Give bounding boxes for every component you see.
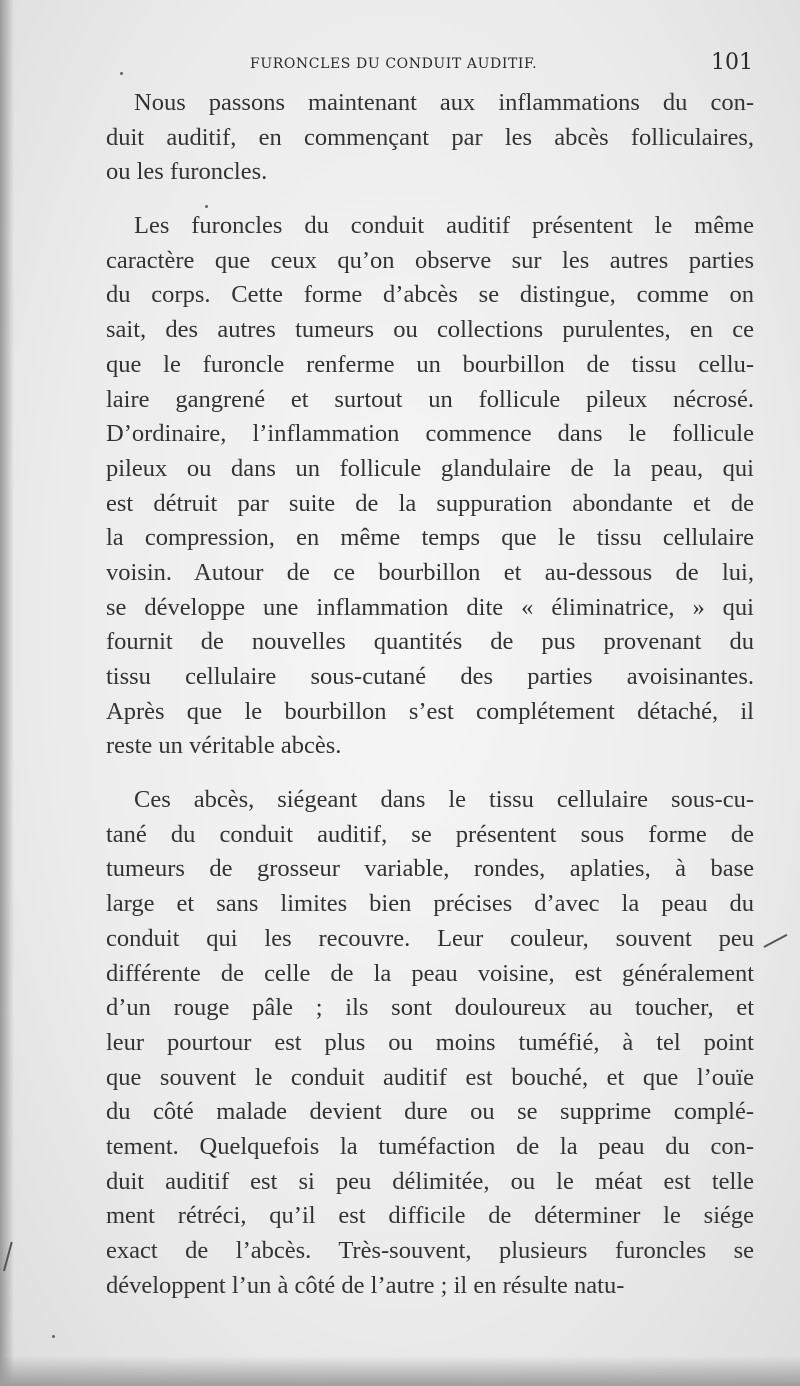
text-line: tissu cellulaire sous-cutané des parties avoisinantes. [106,663,754,690]
text-line: Ces abcès, siégeant dans le tissu cellulaire sous-cu- [134,786,754,814]
text-line: la compression, en même temps que le tissu cellulaire [106,524,754,552]
text-line: duit auditif est si peu délimitée, ou le méat est telle [106,1167,754,1195]
text-line: ou les furoncles. [106,158,268,186]
text-line: large et sans limites bien précises d’avec la peau du [106,890,754,918]
page-bottom-shadow [0,1356,800,1386]
text-line: ment rétréci, qu’il est difficile de déterminer le siége [106,1202,754,1230]
text-line: voisin. Autour de ce bourbillon et au-dessous de lui, [106,558,754,586]
paragraph [106,783,754,1303]
text-line: laire gangrené et surtout un follicule pileux nécrosé. [106,385,754,413]
text-line: leur pourtour est plus ou moins tuméfié, à tel point [106,1028,754,1056]
text-line: que souvent le conduit auditif est bouché, et que l’ouïe [106,1063,754,1091]
text-line: fournit de nouvelles quantités de pus provenant du [106,628,754,656]
text-line: Après que le bourbillon s’est complétement détaché, il [106,697,754,725]
paragraph [106,86,754,190]
ink-speck [120,72,123,75]
text-line: tané du conduit auditif, se présentent sous forme de [106,820,754,848]
text-line: se développe une inflammation dite « éliminatrice, » qui [106,593,754,621]
ink-speck [52,1335,55,1338]
page-number: 101 [711,50,753,75]
text-line: tumeurs de grosseur variable, rondes, aplaties, à base [106,855,754,883]
text-line: est détruit par suite de la suppuration abondante et de [106,489,754,517]
text-line: Les furoncles du conduit auditif présentent le même [134,212,754,240]
text-line: différente de celle de la peau voisine, est généralement [106,959,754,987]
text-line: caractère que ceux qu’on observe sur les autres parties [106,246,754,274]
text-line: d’un rouge pâle ; ils sont douloureux au toucher, et [106,994,754,1022]
running-head [105,50,753,80]
paragraph [106,209,754,764]
text-line: D’ordinaire, l’inflammation commence dans le follicule [106,420,754,448]
text-line: reste un véritable abcès. [106,732,342,760]
text-line: pileux ou dans un follicule glandulaire de la peau, qui [106,454,754,482]
ink-speck [205,205,208,208]
page-edge-shadow [0,0,14,1386]
ink-mark [764,934,788,948]
text-line: duit auditif, en commençant par les abcès folliculaires, [106,123,754,151]
text-line: conduit qui les recouvre. Leur couleur, souvent peu [106,924,754,952]
text-line: que le furoncle renferme un bourbillon de tissu cellu- [106,350,754,378]
text-line: du corps. Cette forme d’abcès se distingue, comme on [106,281,754,309]
body-text [106,86,754,1322]
text-line: Nous passons maintenant aux inflammations du con- [134,89,754,116]
text-line: sait, des autres tumeurs ou collections purulentes, en ce [106,316,754,344]
running-head-title: FURONCLES DU CONDUIT AUDITIF. [250,56,538,72]
text-line: développent l’un à côté de l’autre ; il en résulte natu- [106,1271,625,1299]
text-line: du côté malade devient dure ou se supprime complé- [106,1098,754,1126]
text-line: tement. Quelquefois la tuméfaction de la peau du con- [106,1132,754,1160]
text-line: exact de l’abcès. Très-souvent, plusieurs furoncles se [106,1237,754,1264]
